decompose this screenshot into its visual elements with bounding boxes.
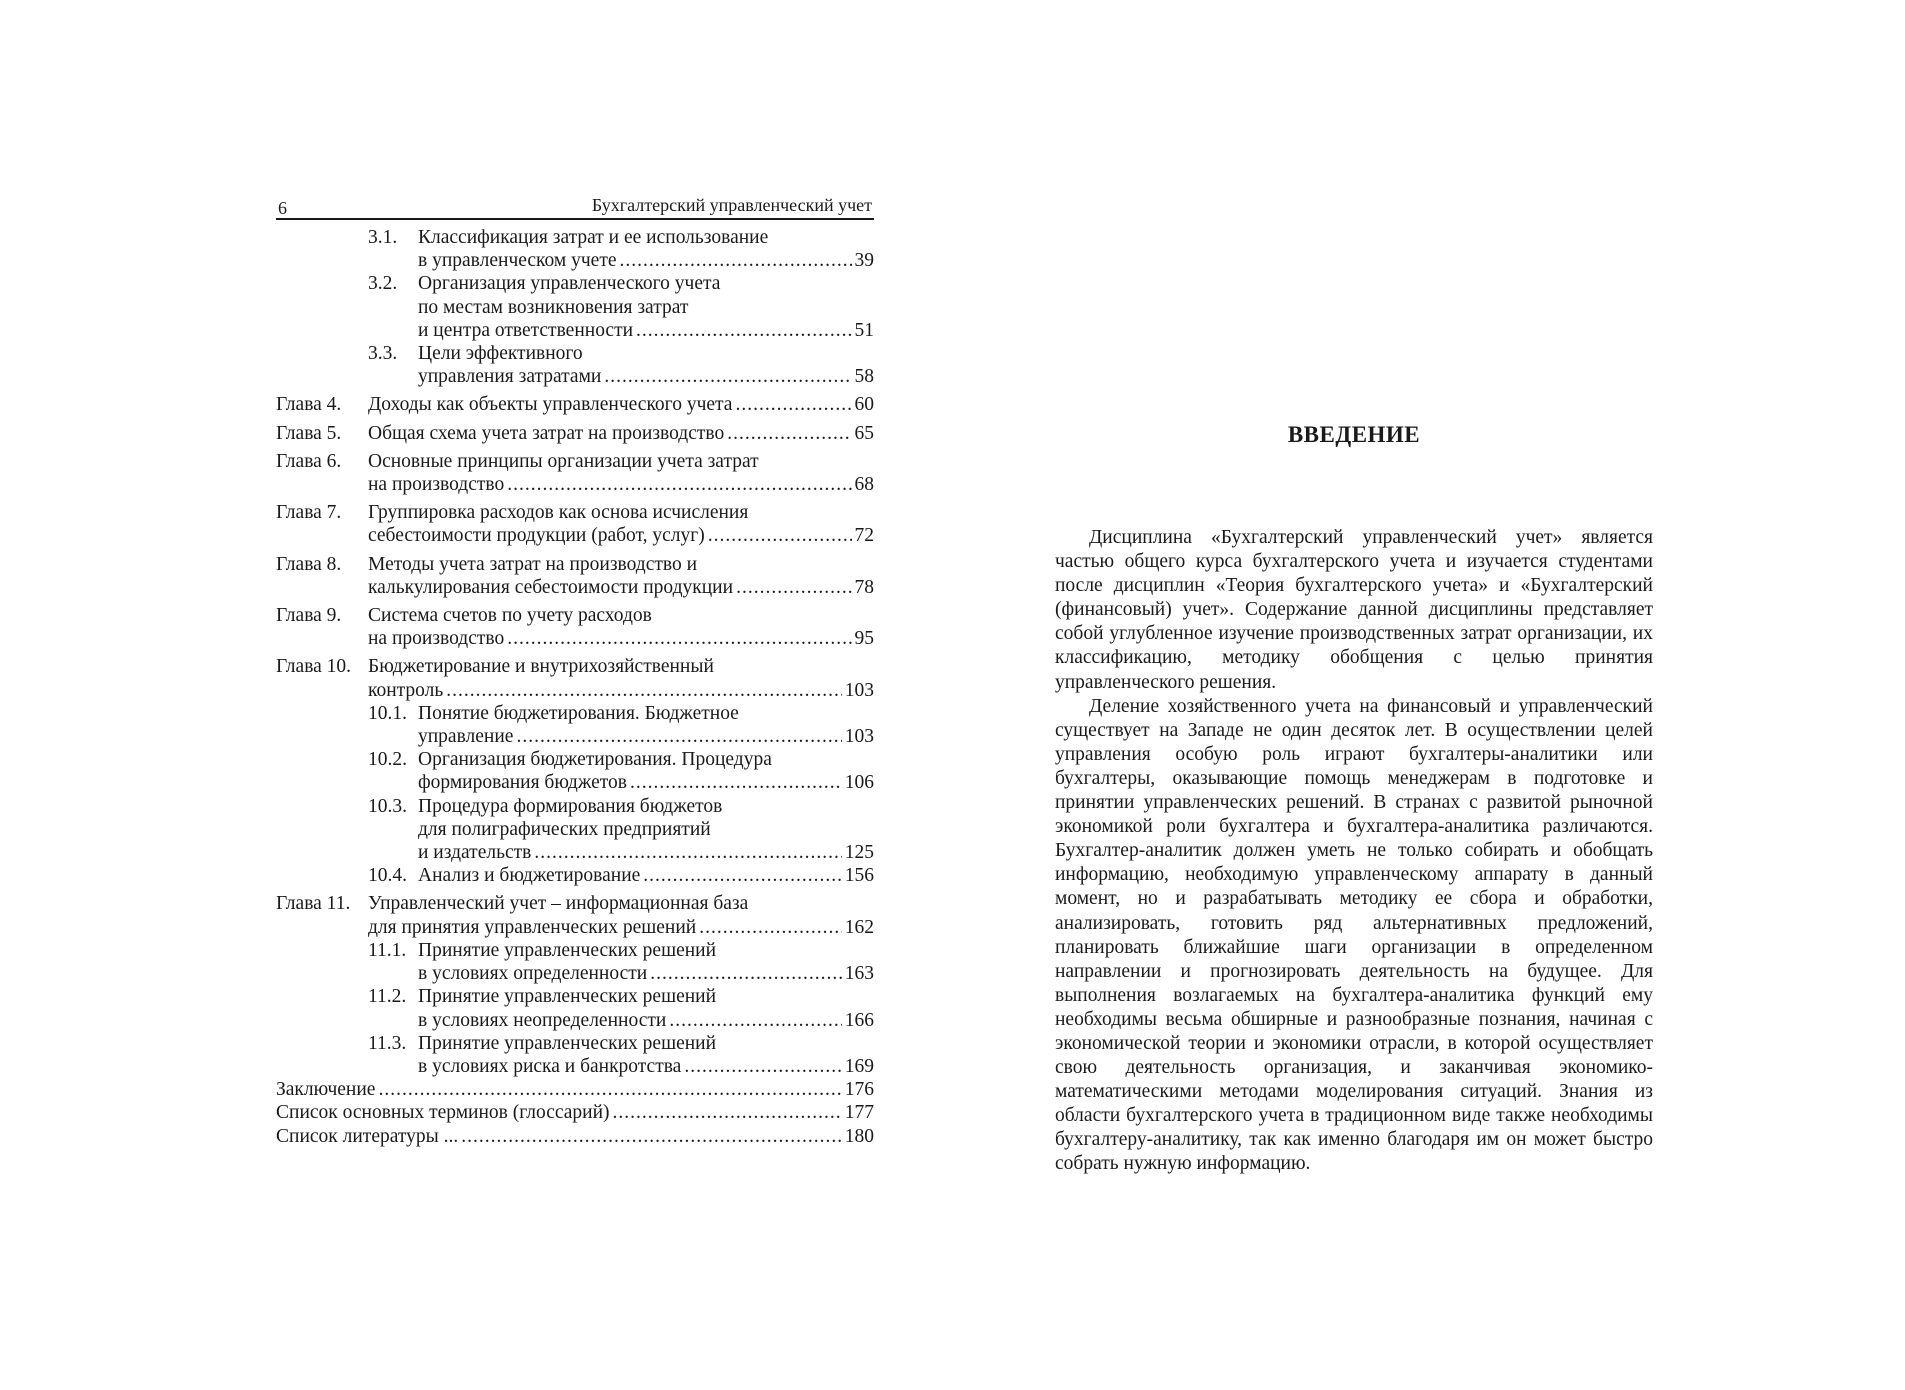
toc-page-number: 166 xyxy=(844,1009,874,1031)
toc-entry xyxy=(276,748,874,794)
toc-entry-text: по местам возникновения затрат xyxy=(418,296,689,318)
toc-entry xyxy=(276,226,874,272)
toc-entry-label: Глава 11. xyxy=(276,893,351,915)
toc-entry-text: Бюджетирование и внутрихозяйственный xyxy=(368,656,714,678)
left-page xyxy=(276,194,874,1148)
intro-title: ВВЕДЕНИЕ xyxy=(1287,422,1421,447)
dot-leader xyxy=(669,1009,841,1032)
dot-leader xyxy=(613,1101,842,1124)
toc-page-number: 177 xyxy=(844,1102,874,1124)
dot-leader xyxy=(604,365,851,388)
toc-entry-label: 3.3. xyxy=(368,343,398,365)
toc-entry-text: Организация бюджетирования. Процедура xyxy=(418,749,772,771)
toc-entry-text: и издательств xyxy=(418,842,532,864)
toc-entry xyxy=(276,422,874,445)
running-title: Бухгалтерский управленческий учет xyxy=(591,195,872,215)
toc-entry xyxy=(276,985,874,1031)
toc-entry-text: в условиях определенности xyxy=(418,963,648,985)
toc-entry-label: Глава 10. xyxy=(276,656,352,678)
toc-entry xyxy=(276,892,874,938)
toc-entry-text: в условиях неопределенности xyxy=(418,1009,667,1031)
toc-entry xyxy=(276,1078,874,1101)
toc-entry xyxy=(276,655,874,701)
toc-entry-text: Понятие бюджетирования. Бюджетное xyxy=(418,702,739,724)
toc-entry xyxy=(276,864,874,887)
running-head xyxy=(276,194,874,220)
toc-entry-text: Классификация затрат и ее использование xyxy=(418,227,769,248)
toc-entry-text: себестоимости продукции (работ, услуг) xyxy=(368,525,705,547)
intro-body xyxy=(1055,526,1653,1177)
toc-entry-label: 3.1. xyxy=(368,227,398,248)
toc-entry-label: 11.2. xyxy=(368,986,407,1008)
toc-entry xyxy=(276,342,874,388)
toc-entry-text: управления затратами xyxy=(418,366,602,388)
toc-page-number: 95 xyxy=(854,628,874,650)
toc-entry-text: Система счетов по учету расходов xyxy=(368,605,652,627)
toc-entry-text: Заключение xyxy=(276,1079,376,1101)
table-of-contents xyxy=(276,226,874,1148)
toc-page-number: 58 xyxy=(854,366,874,388)
intro-paragraph: Дисциплина «Бухгалтерский управленческий учет» является частью общего курса бухгалтерского учета и изучается студентами после дисциплин «Теория бухгалтерского учета» и «Бухгалтерский (финансовый) учет». Содержание данной дисциплины представляет собой углубленное изучение производственных затрат организации, их классификацию, методику обобщения с целью принятия управленческого решения. xyxy=(1055,527,1653,693)
toc-entry-text: Анализ и бюджетирование xyxy=(418,865,641,887)
toc-entry xyxy=(276,272,874,342)
toc-entry-text: калькулирования себестоимости продукции xyxy=(368,576,734,598)
page-number: 6 xyxy=(278,198,287,218)
toc-entry-label: 11.3. xyxy=(368,1032,407,1054)
dot-leader xyxy=(534,841,841,864)
dot-leader xyxy=(684,1055,841,1078)
dot-leader xyxy=(516,725,841,748)
dot-leader xyxy=(735,393,851,416)
toc-entry xyxy=(276,604,874,650)
dot-leader xyxy=(461,1125,842,1148)
dot-leader xyxy=(699,916,842,939)
toc-entry-label: 10.1. xyxy=(368,702,407,724)
toc-entry-text: на производство xyxy=(368,474,505,496)
dot-leader xyxy=(620,249,852,272)
toc-page-number: 103 xyxy=(844,726,874,748)
dot-leader xyxy=(708,524,852,547)
toc-entry-text: Принятие управленческих решений xyxy=(418,1032,717,1054)
toc-entry-label: Глава 8. xyxy=(276,553,342,575)
toc-entry xyxy=(276,450,874,496)
toc-entry-text: на производство xyxy=(368,628,505,650)
toc-entry-text: Основные принципы организации учета затрат xyxy=(368,450,759,472)
toc-entry-label: Глава 5. xyxy=(276,422,342,444)
toc-entry xyxy=(276,1125,874,1148)
dot-leader xyxy=(378,1078,841,1101)
toc-entry-label: Глава 6. xyxy=(276,450,342,472)
toc-entry xyxy=(276,939,874,985)
toc-entry-text: Принятие управленческих решений xyxy=(418,939,717,961)
toc-entry-label: 3.2. xyxy=(368,273,398,295)
right-page xyxy=(1055,420,1653,1177)
dot-leader xyxy=(643,864,841,887)
toc-page-number: 125 xyxy=(844,842,874,864)
toc-page-number: 176 xyxy=(844,1079,874,1101)
toc-entry-text: Группировка расходов как основа исчисления xyxy=(368,502,749,524)
toc-entry-text: Список основных терминов (глоссарий) xyxy=(276,1102,610,1124)
toc-entry-text: формирования бюджетов xyxy=(418,772,627,794)
toc-entry-text: Доходы как объекты управленческого учета xyxy=(368,394,733,416)
toc-entry-text: Список литературы ... xyxy=(276,1125,459,1147)
toc-page-number: 78 xyxy=(854,576,874,598)
dot-leader xyxy=(507,473,851,496)
toc-entry-label: 10.2. xyxy=(368,749,407,771)
toc-entry-text: для принятия управленческих решений xyxy=(368,916,697,938)
toc-page-number: 156 xyxy=(844,865,874,887)
toc-page-number: 60 xyxy=(854,394,874,416)
toc-entry-label: 11.1. xyxy=(368,939,407,961)
toc-entry-text: Методы учета затрат на производство и xyxy=(368,553,698,575)
dot-leader xyxy=(650,962,842,985)
toc-page-number: 106 xyxy=(844,772,874,794)
dot-leader xyxy=(446,679,841,702)
toc-entry-text: контроль xyxy=(368,679,444,701)
dot-leader xyxy=(630,771,842,794)
toc-entry-text: и центра ответственности xyxy=(418,319,634,341)
toc-entry xyxy=(276,393,874,416)
toc-entry-text: в условиях риска и банкротства xyxy=(418,1055,682,1077)
toc-page-number: 163 xyxy=(844,963,874,985)
intro-paragraph: Деление хозяйственного учета на финансовый и управленческий существует на Западе не один десяток лет. В осуществлении целей управления особую роль играют бухгалтеры-аналитики или бухгалтеры, оказывающие помощь менеджерам в подготовке и принятии управленческих решений. В странах с развитой рыночной экономикой роли бухгалтера и бухгалтера-аналитика различаются. Бухгалтер-аналитик должен уметь не только собирать и обобщать информацию, необходимую управленческому аппарату в данный момент, но и разрабатывать методику ее сбора и обработки, анализировать, готовить ряд альтернативных предложений, планировать ближайшие шаги организации в определенном направлении и прогнозировать деятельность на будущее. Для выполнения возлагаемых на бухгалтера-аналитика функций ему необходимы весьма обширные и разнообразные познания, начиная с экономической теории и экономики отрасли, в которой осуществляет свою деятельность организация, и заканчивая экономико-математическими методами моделирования ситуаций. Знания из области бухгалтерского учета в традиционном виде также необходимы бухгалтеру-аналитику, так как именно благодаря им он может быстро собрать нужную информацию. xyxy=(1055,695,1653,1175)
toc-entry xyxy=(276,501,874,547)
toc-entry xyxy=(276,1101,874,1124)
toc-entry-label: Глава 9. xyxy=(276,605,342,627)
toc-entry xyxy=(276,702,874,748)
toc-page-number: 103 xyxy=(844,679,874,701)
toc-entry-text: Цели эффективного xyxy=(418,343,583,365)
toc-entry-text: Управленческий учет – информационная база xyxy=(368,893,749,915)
toc-entry-text: управление xyxy=(418,726,514,748)
toc-entry-label: 10.4. xyxy=(368,865,407,887)
toc-entry-label: Глава 4. xyxy=(276,394,342,416)
toc-page-number: 65 xyxy=(854,422,874,444)
toc-entry xyxy=(276,553,874,599)
toc-entry-text: Общая схема учета затрат на производство xyxy=(368,422,725,444)
toc-entry xyxy=(276,795,874,865)
toc-page-number: 169 xyxy=(844,1055,874,1077)
toc-entry-text: Принятие управленческих решений xyxy=(418,986,717,1008)
toc-page-number: 72 xyxy=(854,525,874,547)
toc-entry-label: Глава 7. xyxy=(276,502,342,524)
dot-leader xyxy=(727,422,851,445)
toc-entry xyxy=(276,1032,874,1078)
toc-page-number: 39 xyxy=(854,250,874,272)
toc-page-number: 180 xyxy=(844,1125,874,1147)
toc-page-number: 68 xyxy=(854,474,874,496)
toc-entry-text: Процедура формирования бюджетов xyxy=(418,795,723,817)
toc-entry-text: в управленческом учете xyxy=(418,250,617,272)
dot-leader xyxy=(736,576,851,599)
dot-leader xyxy=(507,627,851,650)
dot-leader xyxy=(636,319,851,342)
toc-page-number: 162 xyxy=(844,916,874,938)
toc-entry-label: 10.3. xyxy=(368,795,407,817)
toc-page-number: 51 xyxy=(854,319,874,341)
toc-entry-text: для полиграфических предприятий xyxy=(418,818,711,840)
toc-entry-text: Организация управленческого учета xyxy=(418,273,721,295)
